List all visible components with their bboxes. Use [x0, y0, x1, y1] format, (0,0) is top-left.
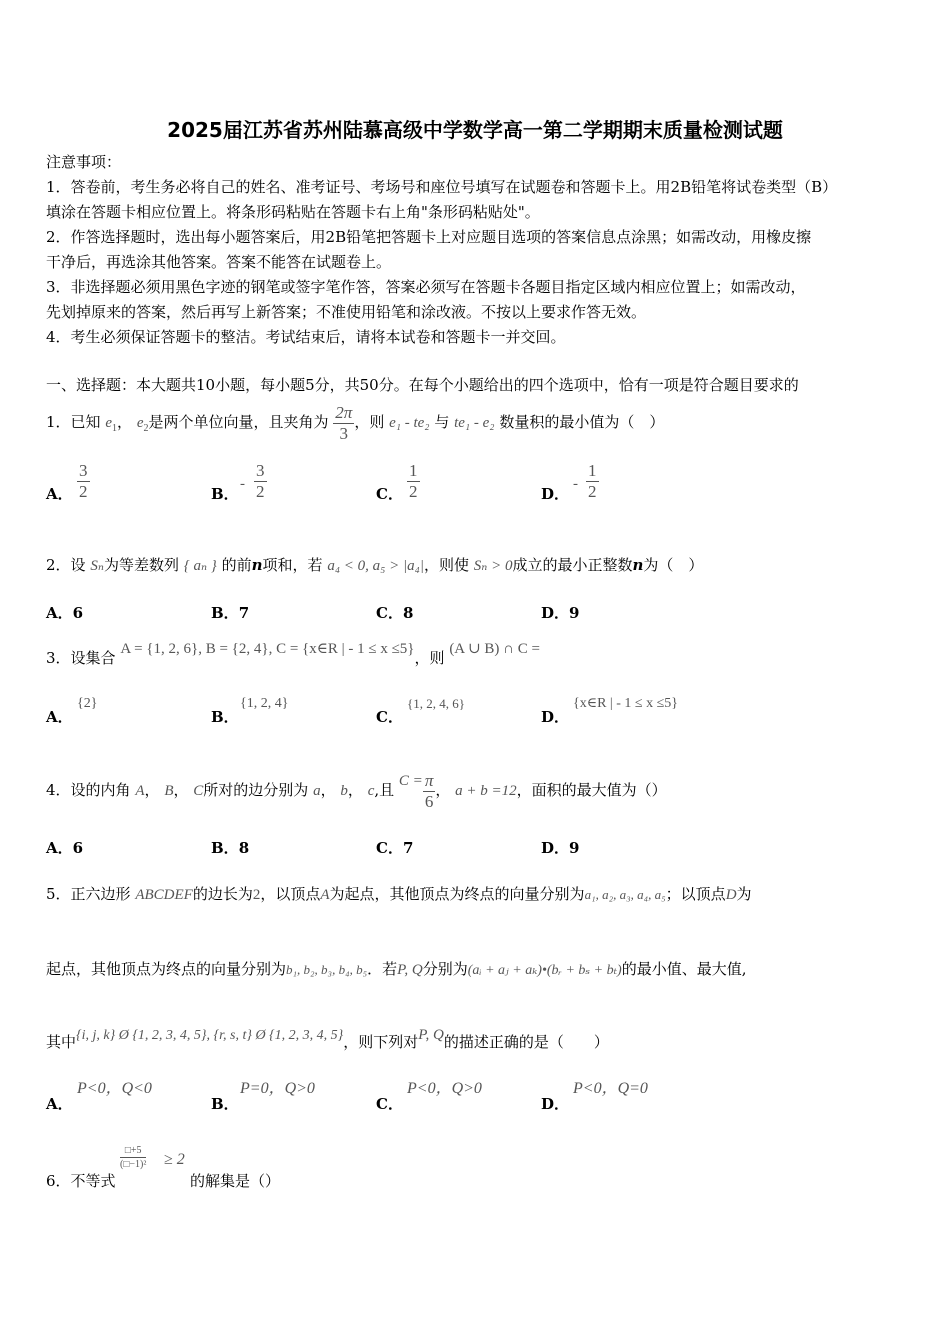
- option-value: {1, 2, 4}: [240, 696, 289, 711]
- option-c: C．7: [376, 839, 414, 857]
- notice-line: 干净后，再选涂其他答案。答案不能答在试题卷上。: [46, 253, 392, 271]
- option-d: D．: [541, 1095, 570, 1113]
- option-d: D．: [541, 708, 570, 726]
- question-number: 5．: [46, 885, 71, 903]
- question-5-line-2: 起点，其他顶点为终点的向量分别为b₁, b₂, b₃, b₄, b₅．若P, Q分别为(aᵢ + aⱼ + aₖ)•(bᵣ + bₛ + bₜ)的最小值、最大值,: [46, 960, 747, 978]
- question-number: 6．: [46, 1172, 71, 1190]
- option-b: B．8: [211, 839, 250, 857]
- option-c: C．: [376, 708, 403, 726]
- option-value: {1, 2, 4, 6}: [407, 696, 465, 711]
- section-heading: 一、选择题：本大题共10小题，每小题5分，共50分。在每个小题给出的四个选项中，恰有一项是符合题目要求的: [46, 376, 799, 394]
- page-title: 2025届江苏省苏州陆慕高级中学数学高一第二学期期末质量检测试题: [167, 118, 783, 142]
- option-c: C．: [376, 1095, 403, 1113]
- option-value: P=0，Q>0: [240, 1080, 315, 1097]
- option-a: A．: [46, 1095, 73, 1113]
- fraction: $\frac{2\pi}{3}$: [335, 402, 353, 443]
- notice-line: 先划掉原来的答案，然后再写上新答案；不准使用铅笔和涂改液。不按以上要求作答无效。: [46, 303, 647, 321]
- option-a: A．: [46, 708, 73, 726]
- option-b: B．: [211, 1095, 239, 1113]
- option-a: A．6: [46, 839, 84, 857]
- question-1: 1．已知 $e_1$， $e_2$是两个单位向量，且夹角为 $\frac{2\pi}{3}$ ，则 e₁ - te₂ 与 te₁ - e₂ 数量积的最小值为（ ）: [46, 402, 665, 443]
- option-b: B．: [211, 485, 239, 503]
- question-5-line-3: 其中{i, j, k} Ø {1, 2, 3, 4, 5}, {r, s, t} Ø {1, 2, 3, 4, 5}，则下列对P, Q的描述正确的是（ ）: [46, 1027, 609, 1051]
- fraction: $\frac{□+5}{\text{(□−1)²}}$: [120, 1145, 147, 1170]
- fraction: $\frac{\pi}{6}$: [424, 770, 434, 811]
- option-b: B．7: [211, 604, 250, 622]
- question-6-number: 6．不等式: [46, 1172, 116, 1190]
- notice-heading: 注意事项：: [46, 153, 122, 171]
- question-5-line-1: 5．正六边形 ABCDEF的边长为2，以顶点A为起点，其他顶点为终点的向量分别为a₁, a₂, a₃, a₄, a₅；以顶点D为: [46, 885, 752, 903]
- question-2: 2．设 Sₙ为等差数列 { aₙ } 的前n项和，若 a₄ < 0, a₅ > |a₄|，则使 Sₙ > 0成立的最小正整数n为（ ）: [46, 556, 704, 574]
- option-value: $\frac{1}{2}$: [409, 461, 418, 501]
- question-6-text: 的解集是（）: [190, 1172, 281, 1190]
- inequality-relation: ≥ 2: [164, 1151, 185, 1168]
- question-4: 4．设的内角 A， B， C所对的边分别为 a， b， c,且 C = $\frac{\pi}{6}$ ， a + b =12，面积的最大值为（）: [46, 770, 667, 811]
- option-c: C．: [376, 485, 403, 503]
- question-3: 3．设集合 A = {1, 2, 6}, B = {2, 4}, C = {x∈R | - 1 ≤ x ≤5}，则 (A ∪ B) ∩ C =: [46, 641, 540, 667]
- notice-line: 填涂在答题卡相应位置上。将条形码粘贴在答题卡右上角"条形码粘贴处"。: [46, 203, 540, 221]
- option-d: D．: [541, 485, 570, 503]
- option-value: {2}: [77, 696, 98, 711]
- notice-line: 3．非选择题必须用黑色字迹的钢笔或签字笔作答，答案必须写在答题卡各题目指定区域内相应位置上；如需改动，: [46, 278, 806, 296]
- question-number: 4．: [46, 781, 71, 799]
- option-b: B．: [211, 708, 239, 726]
- option-value: {x∈R | - 1 ≤ x ≤5}: [573, 696, 678, 711]
- question-number: 3．: [46, 649, 71, 667]
- option-value: $\frac{3}{2}$: [79, 461, 88, 501]
- option-value: $\frac{1}{2}$: [588, 461, 597, 501]
- option-sign: -: [573, 476, 578, 492]
- option-d: D．9: [541, 604, 580, 622]
- option-value: P<0，Q>0: [407, 1080, 482, 1097]
- question-number: 2．: [46, 556, 71, 574]
- option-a: A．: [46, 485, 73, 503]
- option-d: D．9: [541, 839, 580, 857]
- notice-line: 1．答卷前，考生务必将自己的姓名、准考证号、考场号和座位号填写在试题卷和答题卡上。用2B铅笔将试卷类型（B）: [46, 178, 838, 196]
- option-c: C．8: [376, 604, 414, 622]
- option-a: A．6: [46, 604, 84, 622]
- notice-line: 2．作答选择题时，选出每小题答案后，用2B铅笔把答题卡上对应题目选项的答案信息点涂黑；如需改动，用橡皮擦: [46, 228, 812, 246]
- option-value: P<0，Q<0: [77, 1080, 152, 1097]
- question-number: 1．: [46, 413, 71, 431]
- option-value: P<0，Q=0: [573, 1080, 648, 1097]
- option-value: $\frac{3}{2}$: [256, 461, 265, 501]
- option-sign: -: [240, 476, 245, 492]
- notice-line: 4．考生必须保证答题卡的整洁。考试结束后，请将本试卷和答题卡一并交回。: [46, 328, 566, 346]
